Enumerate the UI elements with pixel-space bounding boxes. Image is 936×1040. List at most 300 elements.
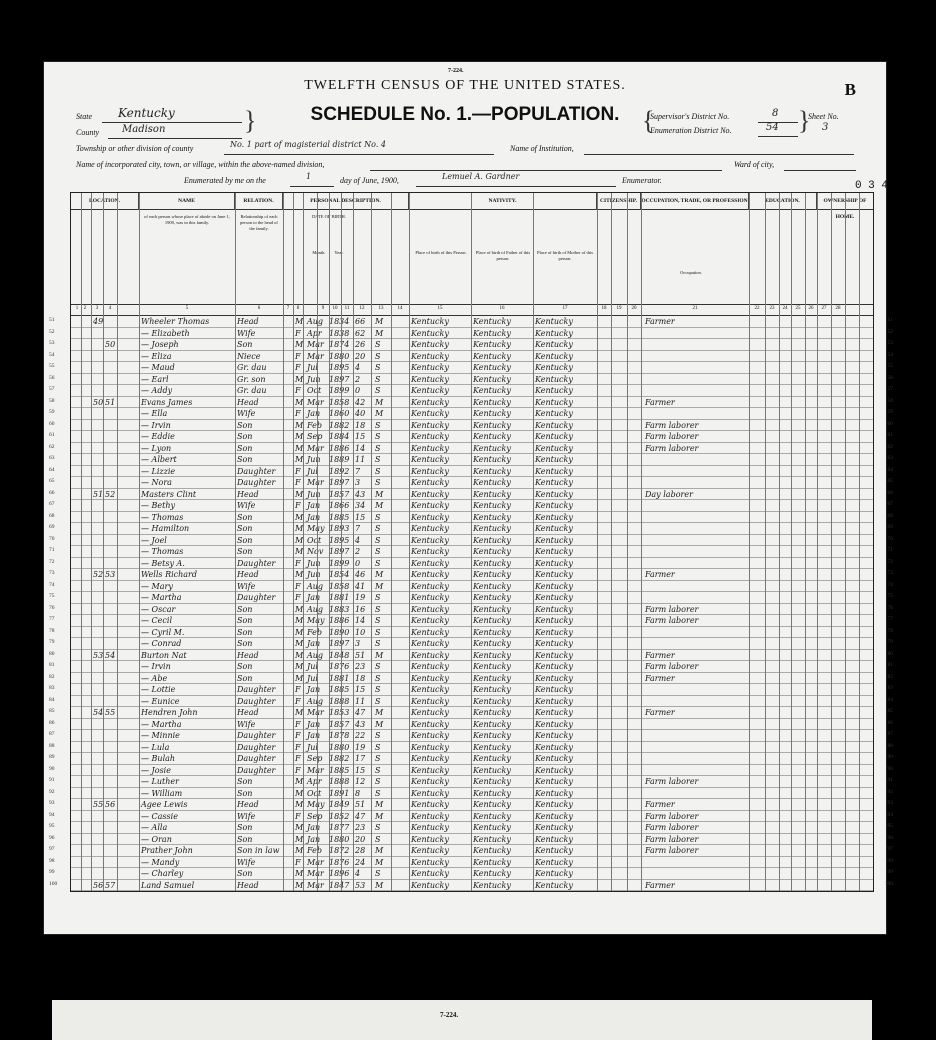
cell-m: Kentucky [535,524,573,533]
cell-yr: 1848 [329,650,350,660]
cell-m: Kentucky [535,397,573,407]
cell-yr: 1895 [329,535,350,545]
cell-mo: Jun [307,558,321,568]
cell-m: Kentucky [535,604,573,614]
cell-name: Masters Clint [141,489,197,499]
line-number: 75 [887,593,893,599]
table-row [49,316,893,328]
cell-mo: Oct [307,535,322,545]
cell-p: Kentucky [411,719,449,729]
cell-fam: 57 [105,880,116,890]
city-label: Name of incorporated city, town, or village, within the above-named division, [76,160,325,169]
cell-mo: Mar [307,857,324,867]
cell-name: — Earl [141,374,169,384]
line-number: 92 [49,788,55,795]
line-number: 90 [887,765,893,772]
cell-cond: S [375,869,381,878]
cell-name: — Joel [141,535,167,545]
cell-cond: S [375,524,381,533]
column-number: 18 [601,306,607,311]
cell-sex: F [295,409,301,418]
column-numbers [71,305,873,316]
table-row [49,397,893,409]
cell-f: Kentucky [473,328,511,338]
cell-cond: S [375,478,381,487]
cell-rel: Head [237,880,259,890]
column-number: 10 [332,306,338,311]
group-education: EDUCATION. [749,193,817,209]
subhead-month: Month. [312,250,326,255]
column-number: 28 [835,306,841,311]
line-number: 53 [887,340,893,346]
cell-sex: M [295,489,304,499]
cell-f: Kentucky [473,501,511,510]
cell-rel: Son [237,662,253,671]
cell-rel: Son [237,535,253,545]
cell-yr: 1882 [329,420,350,430]
cell-yr: 1838 [329,328,350,338]
cell-name: — Cassie [141,811,178,821]
cell-age: 4 [355,535,361,545]
cell-rel: Son [237,512,253,522]
cell-age: 3 [355,478,361,487]
cell-cond: S [375,685,381,694]
cell-rel: Son [237,788,253,798]
line-number: 68 [887,512,893,519]
sheet-letter: B [844,80,856,99]
cell-occ: Farmer [645,650,675,660]
cell-rel: Daughter [237,466,276,476]
cell-name: — Josie [141,765,171,775]
cell-name: — Thomas [141,512,184,522]
group-name: NAME [139,193,235,209]
line-number: 78 [887,627,893,634]
cell-cond: M [375,501,384,510]
cell-sex: F [295,351,301,361]
cell-age: 53 [355,880,366,890]
cell-rel: Son [237,639,253,648]
cell-m: Kentucky [535,834,573,844]
cell-sex: F [295,731,301,740]
cell-age: 2 [355,374,361,384]
cell-m: Kentucky [535,823,573,832]
cell-yr: 1880 [329,742,350,752]
cell-m: Kentucky [535,788,573,798]
cell-m: Kentucky [535,593,573,602]
cell-cond: M [375,328,384,338]
cell-mo: Jun [307,374,321,384]
line-number: 94 [49,811,55,818]
group-ownership: OWNERSHIP OF HOME. [823,198,867,220]
cell-yr: 1878 [329,731,350,740]
cell-yr: 1899 [329,386,350,395]
cell-f: Kentucky [473,846,511,855]
cell-yr: 1866 [329,501,350,510]
line-number: 91 [887,777,893,783]
cell-name: — Eddie [141,432,175,441]
cell-p: Kentucky [411,708,449,717]
enumerator-value: Lemuel A. Gardner [442,172,520,181]
table-row [49,443,893,455]
cell-f: Kentucky [473,800,511,809]
line-number: 79 [49,639,55,645]
cell-occ: Farm laborer [645,811,699,821]
line-number: 79 [887,639,893,645]
cell-mo: Mar [307,765,324,775]
cell-mo: Jan [307,731,321,740]
cell-m: Kentucky [535,765,573,775]
cell-cond: M [375,708,384,717]
line-number: 76 [49,604,55,611]
line-number: 85 [887,708,893,714]
cell-f: Kentucky [473,363,511,372]
cell-f: Kentucky [473,558,511,568]
cell-p: Kentucky [411,432,449,441]
cell-cond: M [375,800,384,809]
line-number: 54 [49,351,55,358]
cell-cond: M [375,317,384,326]
table-row [49,328,893,340]
enumerated-label: Enumerated by me on the [184,176,266,185]
cell-m: Kentucky [535,351,573,361]
cell-age: 14 [355,616,366,625]
cell-mo: Aug [307,650,324,660]
cell-age: 8 [355,788,361,798]
cell-age: 0 [355,558,361,568]
cell-p: Kentucky [411,777,449,786]
line-number: 67 [887,501,893,507]
cell-occ: Farmer [645,317,675,326]
cell-sex: M [295,880,304,890]
cell-f: Kentucky [473,777,511,786]
table-row [49,351,893,363]
cell-occ: Farm laborer [645,616,699,625]
cell-f: Kentucky [473,696,511,706]
cell-f: Kentucky [473,731,511,740]
cell-cond: S [375,593,381,602]
cell-p: Kentucky [411,524,449,533]
cell-yr: 1886 [329,616,350,625]
cell-m: Kentucky [535,673,573,683]
cell-age: 62 [355,328,366,338]
table-row [49,765,893,777]
table-row [49,339,893,351]
table-row [49,868,893,880]
cell-rel: Daughter [237,731,276,740]
cell-f: Kentucky [473,616,511,625]
cell-name: Evans James [141,397,193,407]
cell-name: Agee Lewis [141,800,188,809]
cell-mo: Mar [307,869,324,878]
line-number: 88 [49,742,55,749]
table-row [49,569,893,581]
cell-cond: S [375,386,381,395]
cell-name: — Thomas [141,547,184,556]
cell-p: Kentucky [411,397,449,407]
cell-rel: Son [237,616,253,625]
column-number: 11 [344,306,350,311]
cell-age: 11 [355,455,366,464]
cell-age: 3 [355,639,361,648]
column-number: 16 [499,306,505,311]
line-number: 92 [887,788,893,795]
cell-f: Kentucky [473,351,511,361]
cell-name: Wells Richard [141,570,197,579]
cell-f: Kentucky [473,765,511,775]
line-number: 100 [49,880,58,887]
cell-sex: M [295,639,304,648]
cell-cond: S [375,627,381,637]
cell-sex: M [295,443,304,453]
cell-m: Kentucky [535,432,573,441]
line-number: 77 [887,616,893,622]
table-row [49,742,893,754]
cell-occ: Farmer [645,397,675,407]
cell-sex: F [295,386,301,395]
cell-age: 15 [355,765,366,775]
cell-m: Kentucky [535,558,573,568]
cell-sex: M [295,455,304,464]
line-number: 71 [49,547,55,553]
line-number: 78 [49,627,55,634]
cell-age: 51 [355,650,366,660]
cell-yr: 1857 [329,489,350,499]
cell-occ: Farmer [645,673,675,683]
line-number: 55 [887,363,893,369]
line-number: 52 [49,328,55,335]
cell-dw: 50 [93,397,104,407]
cell-yr: 1847 [329,880,350,890]
cell-mo: Jun [307,489,321,499]
cell-name: Wheeler Thomas [141,317,210,326]
cell-m: Kentucky [535,857,573,867]
line-number: 62 [49,443,55,450]
table-row [49,558,893,570]
cell-sex: M [295,627,304,637]
cell-rel: Son [237,420,253,430]
line-number: 82 [49,673,55,680]
cell-sex: M [295,834,304,844]
cell-m: Kentucky [535,512,573,522]
cell-f: Kentucky [473,834,511,844]
line-number: 61 [887,432,893,438]
cell-cond: M [375,811,384,821]
line-number: 70 [49,535,55,542]
cell-sex: M [295,662,304,671]
cell-p: Kentucky [411,662,449,671]
line-number: 87 [49,731,55,737]
cell-name: — Cyril M. [141,627,185,637]
cell-p: Kentucky [411,650,449,660]
table-row [49,857,893,869]
cell-mo: Oct [307,788,322,798]
cell-rel: Daughter [237,765,276,775]
cell-name: — Mary [141,581,173,591]
column-number: 2 [83,306,87,311]
cell-rel: Gr. dau [237,386,267,395]
cell-mo: Mar [307,443,324,453]
table-row [49,615,893,627]
line-number: 62 [887,443,893,450]
subhead-relation: Relationship of each person to the head of the family. [240,214,278,231]
table-row [49,408,893,420]
line-number: 56 [49,374,55,381]
cell-age: 47 [355,708,366,717]
subhead-nat-self: Place of birth of this Person. [415,250,467,255]
cell-rel: Daughter [237,754,276,763]
cell-mo: Aug [307,696,324,706]
cell-age: 43 [355,719,366,729]
cell-sex: F [295,696,301,706]
cell-mo: Jul [307,363,318,372]
cell-sex: M [295,673,304,683]
cell-mo: Jul [307,466,318,476]
cell-p: Kentucky [411,639,449,648]
cell-cond: S [375,731,381,740]
cell-m: Kentucky [535,570,573,579]
cell-mo: Sep [307,432,323,441]
cell-mo: May [307,524,325,533]
cell-rel: Wife [237,719,256,729]
cell-age: 2 [355,547,361,556]
cell-name: — Mandy [141,857,180,867]
cell-f: Kentucky [473,673,511,683]
column-number: 7 [286,306,290,311]
cell-age: 43 [355,489,366,499]
line-number: 76 [887,604,893,611]
column-number: 20 [631,306,637,311]
cell-name: — Hamilton [141,524,190,533]
cell-sex: F [295,581,301,591]
cell-name: — Nora [141,478,172,487]
cell-mo: Mar [307,340,324,349]
line-number: 86 [49,719,55,726]
cell-occ: Farm laborer [645,420,699,430]
line-number: 64 [49,466,55,473]
cell-sex: M [295,777,304,786]
cell-sex: M [295,547,304,556]
cell-occ: Farmer [645,880,675,890]
cell-sex: M [295,616,304,625]
cell-p: Kentucky [411,754,449,763]
cell-rel: Son in law [237,846,280,855]
line-number: 98 [49,857,55,864]
cell-name: — Ella [141,409,168,418]
cell-f: Kentucky [473,455,511,464]
cell-f: Kentucky [473,374,511,384]
cell-mo: Sep [307,811,323,821]
cell-f: Kentucky [473,535,511,545]
cell-rel: Son [237,340,253,349]
table-row [49,546,893,558]
cell-p: Kentucky [411,627,449,637]
cell-yr: 1852 [329,811,350,821]
cell-f: Kentucky [473,788,511,798]
column-number: 13 [378,306,384,311]
column-number: 24 [782,306,788,311]
cell-sex: M [295,604,304,614]
enumeration-value: 54 [766,122,779,133]
table-row [49,535,893,547]
cell-yr: 1897 [329,639,350,648]
cell-p: Kentucky [411,696,449,706]
cell-yr: 1853 [329,708,350,717]
cell-name: Prather John [141,846,193,855]
column-number: 5 [185,306,189,311]
cell-p: Kentucky [411,501,449,510]
supervisor-label: Supervisor's District No. [650,112,730,121]
subhead-birth: DATE OF BIRTH. [312,214,346,219]
cell-p: Kentucky [411,351,449,361]
cell-age: 23 [355,823,366,832]
cell-p: Kentucky [411,846,449,855]
table-row [49,822,893,834]
subhead-nat-mother: Place of birth of Mother of this person. [537,250,593,261]
cell-cond: S [375,512,381,522]
line-number: 83 [887,685,893,691]
column-number: 17 [562,306,568,311]
table-row [49,834,893,846]
cell-sex: M [295,869,304,878]
cell-p: Kentucky [411,420,449,430]
cell-sex: F [295,754,301,763]
cell-f: Kentucky [473,719,511,729]
cell-yr: 1885 [329,685,350,694]
table-row [49,454,893,466]
cell-m: Kentucky [535,742,573,752]
cell-yr: 1883 [329,604,350,614]
cell-name: — Bethy [141,501,176,510]
cell-m: Kentucky [535,466,573,476]
line-number: 59 [887,409,893,415]
line-number: 64 [887,466,893,473]
cell-age: 18 [355,420,366,430]
line-number: 53 [49,340,55,346]
cell-fam: 56 [105,800,116,809]
cell-mo: Jul [307,673,318,683]
line-number: 81 [887,662,893,668]
cell-f: Kentucky [473,466,511,476]
line-number: 96 [49,834,55,841]
line-number: 97 [887,846,893,852]
cell-m: Kentucky [535,409,573,418]
line-number: 85 [49,708,55,714]
cell-m: Kentucky [535,328,573,338]
cell-f: Kentucky [473,662,511,671]
cell-f: Kentucky [473,489,511,499]
cell-mo: May [307,616,325,625]
cell-age: 18 [355,673,366,683]
cell-f: Kentucky [473,432,511,441]
cell-yr: 1884 [329,432,350,441]
cell-name: — Oran [141,834,172,844]
cell-mo: Mar [307,880,324,890]
cell-name: — Betsy A. [141,558,185,568]
cell-rel: Head [237,650,259,660]
column-number: 3 [95,306,99,311]
cell-age: 4 [355,363,361,372]
line-number: 98 [887,857,893,864]
cell-fam: 50 [105,340,116,349]
cell-age: 7 [355,466,361,476]
line-number: 57 [49,386,55,392]
table-row [49,420,893,432]
table-row [49,684,893,696]
column-subheader [71,210,873,305]
next-sheet-edge [52,1000,872,1040]
table-row [49,385,893,397]
line-number: 73 [887,570,893,576]
